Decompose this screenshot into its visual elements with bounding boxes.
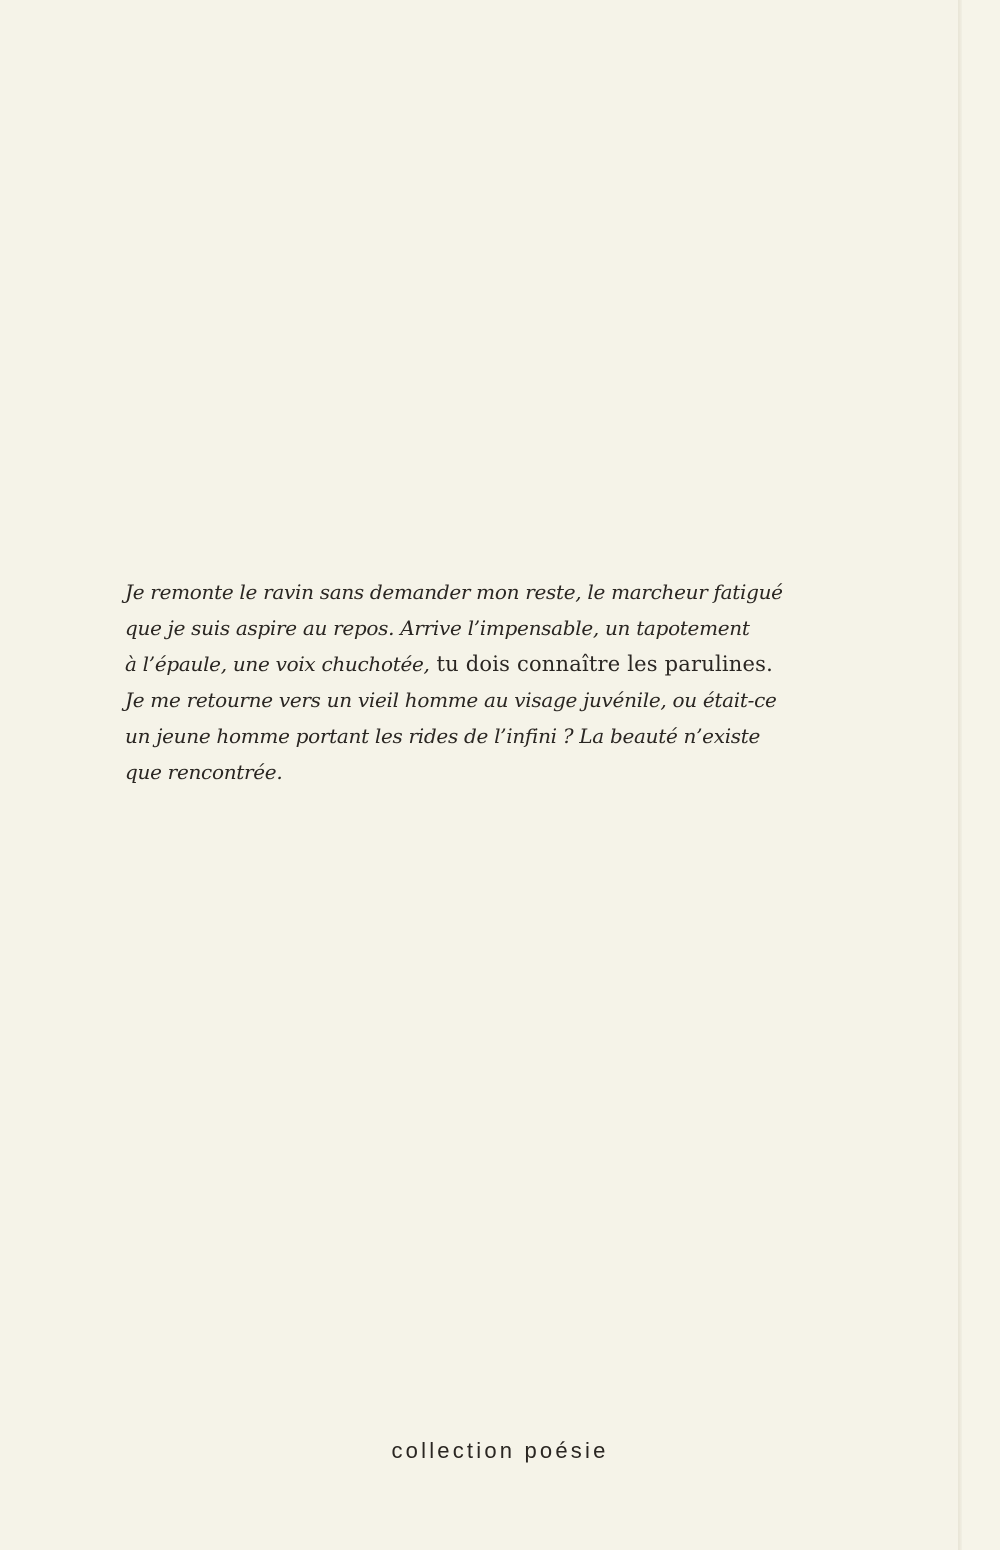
excerpt-line-4: Je me retourne vers un vieil homme au visage juvénile, ou était-ce <box>125 688 777 712</box>
collection-label: collection poésie <box>391 1438 609 1463</box>
excerpt-line-3-italic: à l’épaule, une voix chuchotée, <box>125 652 430 676</box>
poem-excerpt <box>125 574 805 790</box>
excerpt-line-5: un jeune homme portant les rides de l’infini ? La beauté n’existe <box>125 724 761 748</box>
excerpt-spoken-words: tu dois connaître les parulines. <box>429 652 774 676</box>
excerpt-line-1: Je remonte le ravin sans demander mon reste, le marcheur fatigué <box>125 580 783 604</box>
excerpt-line-2: que je suis aspire au repos. Arrive l’impensable, un tapotement <box>125 616 750 640</box>
excerpt-line-6: que rencontrée. <box>125 760 283 784</box>
spine-strip <box>962 0 1000 1550</box>
excerpt-line-3 <box>125 646 805 682</box>
